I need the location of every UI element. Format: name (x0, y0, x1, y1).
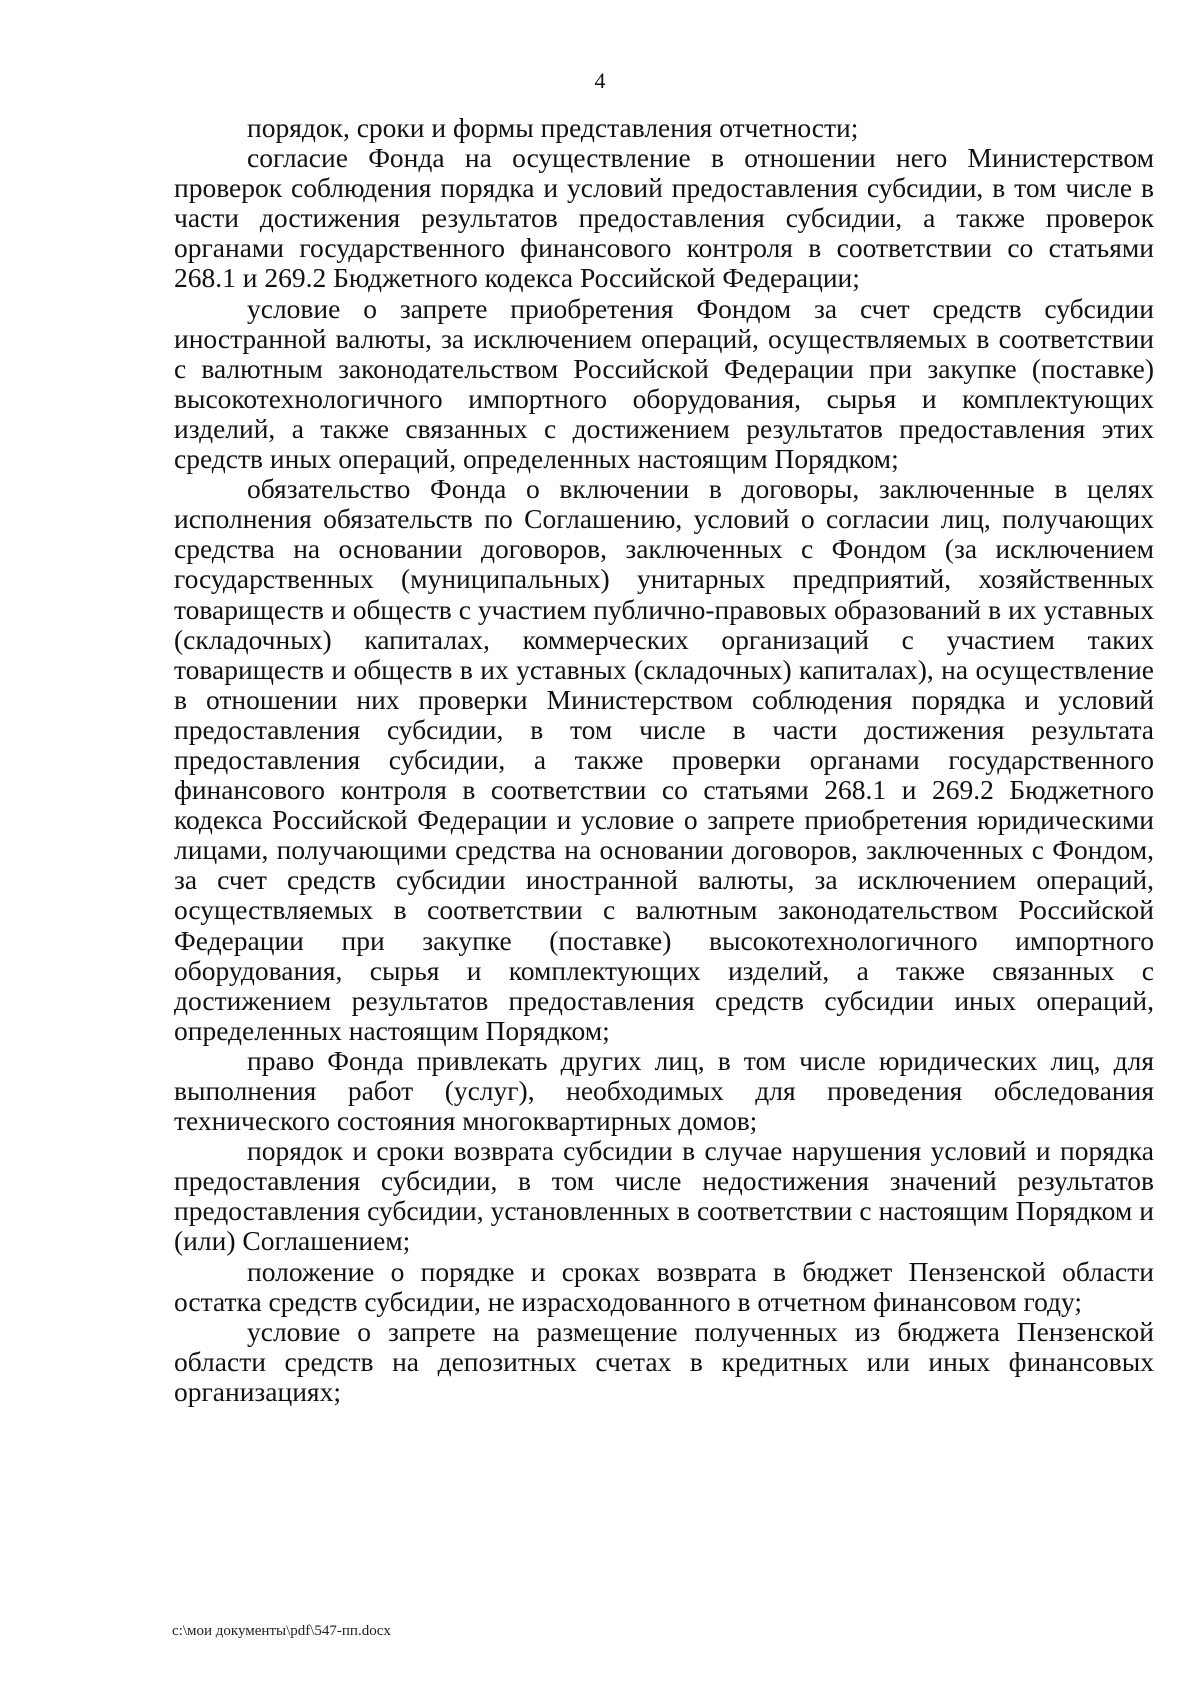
paragraph-refund-order: порядок и сроки возврата субсидии в случае нарушения условий и порядка предоставления субсидии, в том числе недостижения значений результатов предоставления субсидии, установленных в соответствии с настоящим Порядком и (или) Соглашением; (174, 1135, 1154, 1257)
paragraph-fund-consent: согласие Фонда на осуществление в отношении него Министерством проверок соблюдения порядка и условий предоставления субсидии, в том числе в части достижения результатов предоставления субсидии, а также проверок органами государственного финансового контроля в соответствии со статьями 268.1 и 269.2 Бюджетного кодекса Российской Федерации; (174, 142, 1154, 294)
paragraph-fund-obligation: обязательство Фонда о включении в договоры, заключенные в целях исполнения обязательств по Соглашению, условий о согласии лиц, получающих средства на основании договоров, заключенных с Фондом (за исключением государственных (муниципальных) унитарных предприятий, хозяйственных товариществ и обществ с участием публично-правовых образований в их уставных (складочных) капиталах, коммерческих организаций с участием таких товариществ и обществ в их уставных (складочных) капиталах), на осуществление в отношении них проверки Министерством соблюдения порядка и условий предоставления субсидии, в том числе в части достижения результата предоставления субсидии, а также проверки органами государственного финансового контроля в соответствии со статьями 268.1 и 269.2 Бюджетного кодекса Российской Федерации и условие о запрете приобретения юридическими лицами, получающими средства на основании договоров, заключенных с Фондом, за счет средств субсидии иностранной валюты, за исключением операций, осуществляемых в соответствии с валютным законодательством Российской Федерации при закупке (поставке) высокотехнологичного импортного оборудования, сырья и комплектующих изделий, а также связанных с достижением результатов предоставления средств субсидии иных операций, определенных настоящим Порядком; (174, 473, 1154, 1046)
paragraph-deposit-ban: условие о запрете на размещение полученных из бюджета Пензенской области средств на депозитных счетах в кредитных или иных финансовых организациях; (174, 1315, 1154, 1407)
footer-file-path: c:\мои документы\pdf\547-пп.docx (172, 1623, 391, 1639)
document-body (174, 113, 1154, 1407)
page-number: 4 (594, 68, 606, 93)
paragraph-balance-return: положение о порядке и сроках возврата в бюджет Пензенской области остатка средств субсидии, не израсходованного в отчетном финансовом году; (174, 1255, 1154, 1317)
paragraph-currency-ban: условие о запрете приобретения Фондом за счет средств субсидии иностранной валюты, за исключением операций, осуществляемых в соответствии с валютным законодательством Российской Федерации при закупке (поставке) высокотехнологичного импортного оборудования, сырья и комплектующих изделий, а также связанных с достижением результатов предоставления этих средств иных операций, определенных настоящим Порядком; (174, 292, 1154, 475)
paragraph-reporting: порядок, сроки и формы представления отчетности; (247, 112, 859, 143)
paragraph-fund-right: право Фонда привлекать других лиц, в том числе юридических лиц, для выполнения работ (услуг), необходимых для проведения обследования технического состояния многоквартирных домов; (174, 1044, 1154, 1137)
